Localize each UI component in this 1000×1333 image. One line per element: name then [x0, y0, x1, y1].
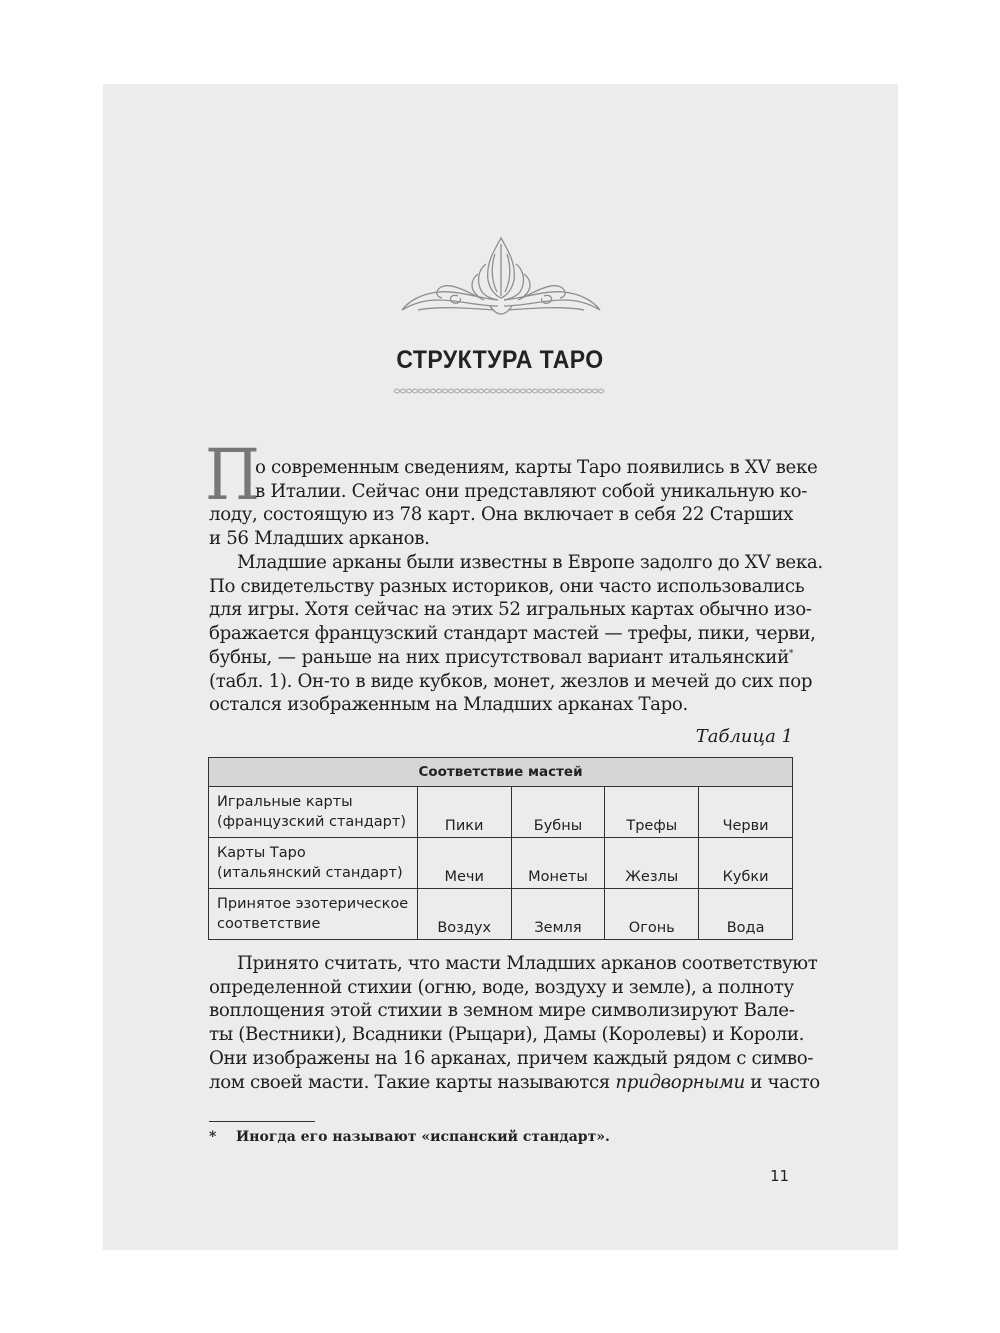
table-cell: Земля	[511, 889, 605, 940]
text-fragment: лом своей масти. Такие карты называются	[209, 1071, 616, 1093]
text-line: о современным сведениям, карты Таро появились в XV веке	[255, 457, 818, 478]
table-row	[209, 889, 793, 940]
table-cell: Огонь	[605, 889, 699, 940]
table-cell: Мечи	[417, 838, 511, 889]
row-label-line: соответствие	[217, 916, 321, 932]
text-line: лоду, состоящую из 78 карт. Она включает в себя 22 Старших	[209, 504, 793, 526]
table-cell: Жезлы	[605, 838, 699, 889]
ornament-icon	[398, 234, 604, 318]
table-cell: Воздух	[417, 889, 511, 940]
title-divider	[392, 386, 608, 396]
text-line: воплощения этой стихии в земном мире символизируют Вале-	[209, 1000, 795, 1022]
text-line: определенной стихии (огню, воде, воздуху и земле), а полноту	[209, 976, 794, 998]
table-header: Соответствие мастей	[209, 758, 793, 787]
text-line: Принято считать, что масти Младших арканов соответствуют	[237, 953, 818, 974]
table-row	[209, 838, 793, 889]
paragraph-3	[209, 952, 820, 1094]
row-label-line: Игральные карты	[217, 794, 353, 810]
text-line: бражается французский стандарт мастей — трефы, пики, черви,	[209, 623, 816, 645]
footnote-mark: *	[209, 1129, 217, 1145]
table-cell: Вода	[699, 889, 793, 940]
text-line	[209, 646, 793, 670]
text-fragment: и часто	[744, 1071, 820, 1093]
text-line: и 56 Младших арканов.	[209, 528, 430, 550]
row-label	[209, 838, 418, 889]
table-cell: Монеты	[511, 838, 605, 889]
text-line: остался изображенным на Младших арканах Таро.	[209, 694, 688, 716]
table-header-row	[209, 758, 793, 787]
table-caption: Таблица 1	[695, 726, 793, 747]
drop-cap: П	[205, 434, 260, 516]
row-label-line: (французский стандарт)	[217, 814, 406, 830]
row-label-line: (итальянский стандарт)	[217, 865, 403, 881]
row-label	[209, 787, 418, 838]
text-line: (табл. 1). Он-то в виде кубков, монет, жезлов и мечей до сих пор	[209, 670, 813, 692]
italic-term: придворными	[615, 1071, 745, 1093]
row-label-line: Принятое эзотерическое	[217, 896, 409, 912]
text-line: Младшие арканы были известны в Европе задолго до XV века.	[237, 552, 823, 573]
chapter-title: СТРУКТУРА ТАРО	[396, 346, 604, 374]
table-cell: Кубки	[699, 838, 793, 889]
text-fragment: бубны, — раньше на них присутствовал вариант итальянский	[209, 646, 789, 668]
table-cell: Пики	[417, 787, 511, 838]
text-line: ты (Вестники), Всадники (Рыцари), Дамы (Королевы) и Короли.	[209, 1024, 805, 1046]
row-label-line: Карты Таро	[217, 845, 306, 861]
paragraph-1	[209, 456, 818, 551]
text-line: в Италии. Сейчас они представляют собой уникальную ко-	[255, 480, 808, 502]
text-line: Они изображены на 16 арканах, причем каждый рядом с симво-	[209, 1047, 814, 1069]
table-row	[209, 787, 793, 838]
table-cell: Бубны	[511, 787, 605, 838]
suits-table	[208, 757, 793, 940]
text-line: По свидетельству разных историков, они часто использовались	[209, 575, 805, 597]
footnote	[209, 1129, 610, 1145]
footnote-reference: *	[788, 648, 793, 659]
table-cell: Черви	[699, 787, 793, 838]
page-number: 11	[770, 1167, 790, 1185]
table-cell: Трефы	[605, 787, 699, 838]
row-label	[209, 889, 418, 940]
text-line	[209, 1071, 820, 1095]
footnote-divider	[209, 1121, 315, 1122]
footnote-text: Иногда его называют «испанский стандарт».	[236, 1129, 610, 1145]
paragraph-2	[209, 551, 823, 717]
text-line: для игры. Хотя сейчас на этих 52 игральных картах обычно изо-	[209, 599, 812, 621]
